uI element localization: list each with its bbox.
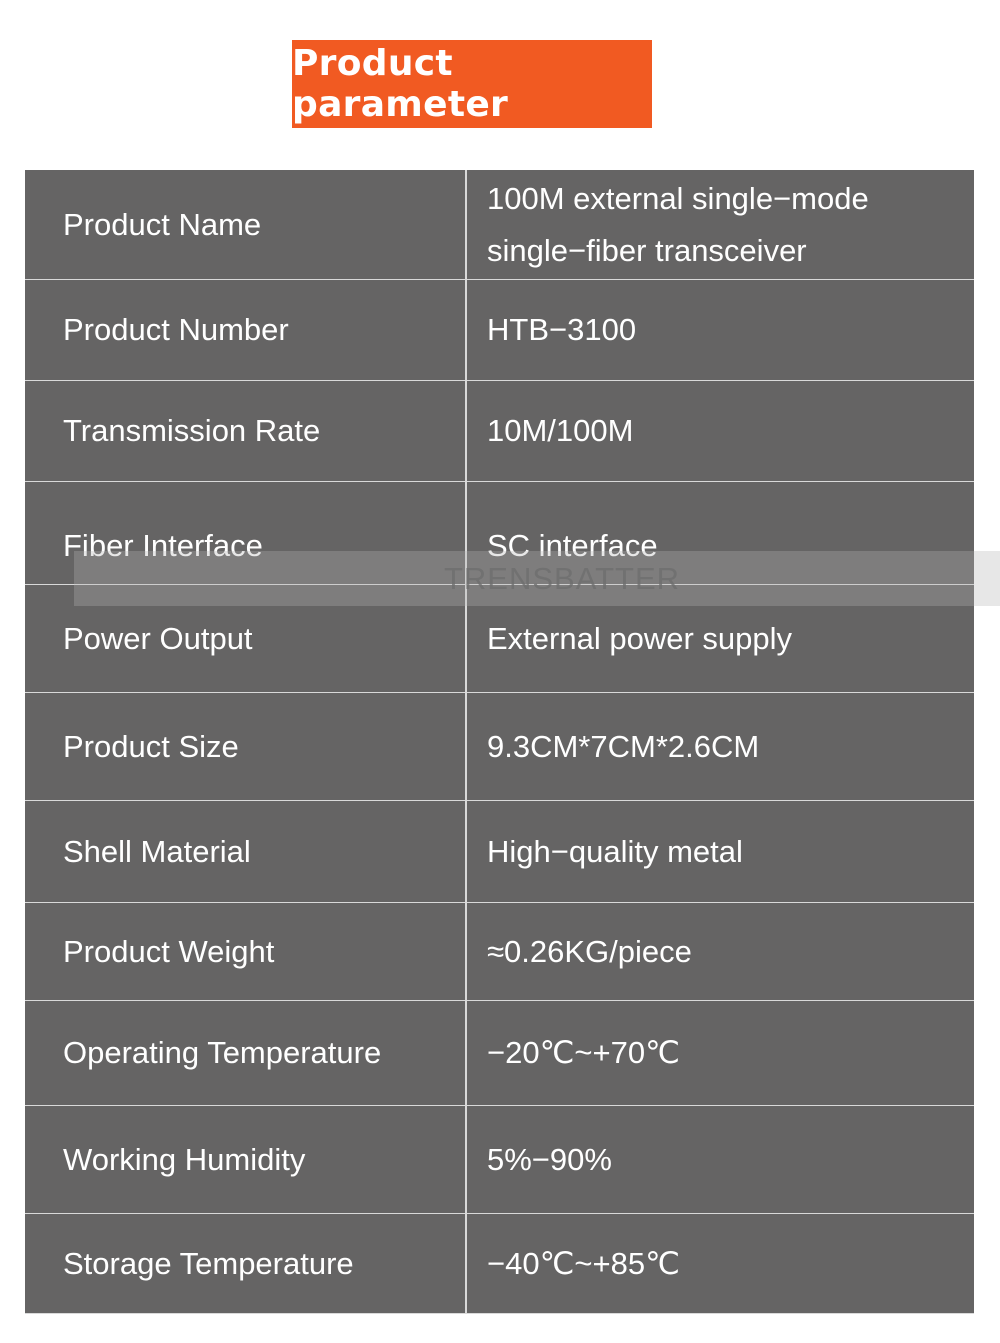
row-value: 9.3CM*7CM*2.6CM: [487, 728, 760, 764]
row-label: Shell Material: [63, 833, 251, 869]
row-label: Power Output: [63, 620, 253, 656]
row-label: Working Humidity: [63, 1141, 306, 1177]
row-value: HTB−3100: [487, 312, 637, 347]
page-title-banner: [292, 40, 652, 128]
row-label: Fiber Interface: [63, 528, 263, 563]
table-row: [25, 693, 974, 801]
row-label: Storage Temperature: [63, 1245, 354, 1281]
row-value: 100M external single−mode single−fiber transceiver: [487, 180, 869, 268]
row-value: High−quality metal: [487, 833, 743, 869]
table-row: [25, 903, 974, 1001]
table-row: [25, 170, 974, 280]
table-row: [25, 1214, 974, 1314]
column-divider: [465, 170, 467, 1314]
table-row: [25, 1001, 974, 1106]
row-value: 5%−90%: [487, 1141, 612, 1177]
row-value: −20℃~+70℃: [487, 1035, 680, 1070]
table-row: [25, 801, 974, 903]
row-value: External power supply: [487, 620, 792, 656]
row-value: −40℃~+85℃: [487, 1245, 680, 1281]
spec-table: [25, 170, 974, 1314]
table-row: [25, 280, 974, 381]
page-title: Product parameter: [292, 43, 509, 125]
row-value: SC interface: [487, 528, 658, 563]
row-label: Product Size: [63, 728, 239, 764]
row-label: Operating Temperature: [63, 1035, 382, 1070]
row-value: ≈0.26KG/piece: [487, 933, 692, 969]
row-label: Product Name: [63, 206, 262, 242]
table-row: [25, 1106, 974, 1214]
row-label: Product Weight: [63, 933, 275, 969]
row-label: Product Number: [63, 312, 289, 347]
row-value: 10M/100M: [487, 413, 634, 448]
watermark-text: TRENSBATTER: [443, 560, 681, 596]
row-label: Transmission Rate: [63, 413, 321, 448]
watermark-band: [74, 551, 1000, 606]
table-row: [25, 381, 974, 482]
